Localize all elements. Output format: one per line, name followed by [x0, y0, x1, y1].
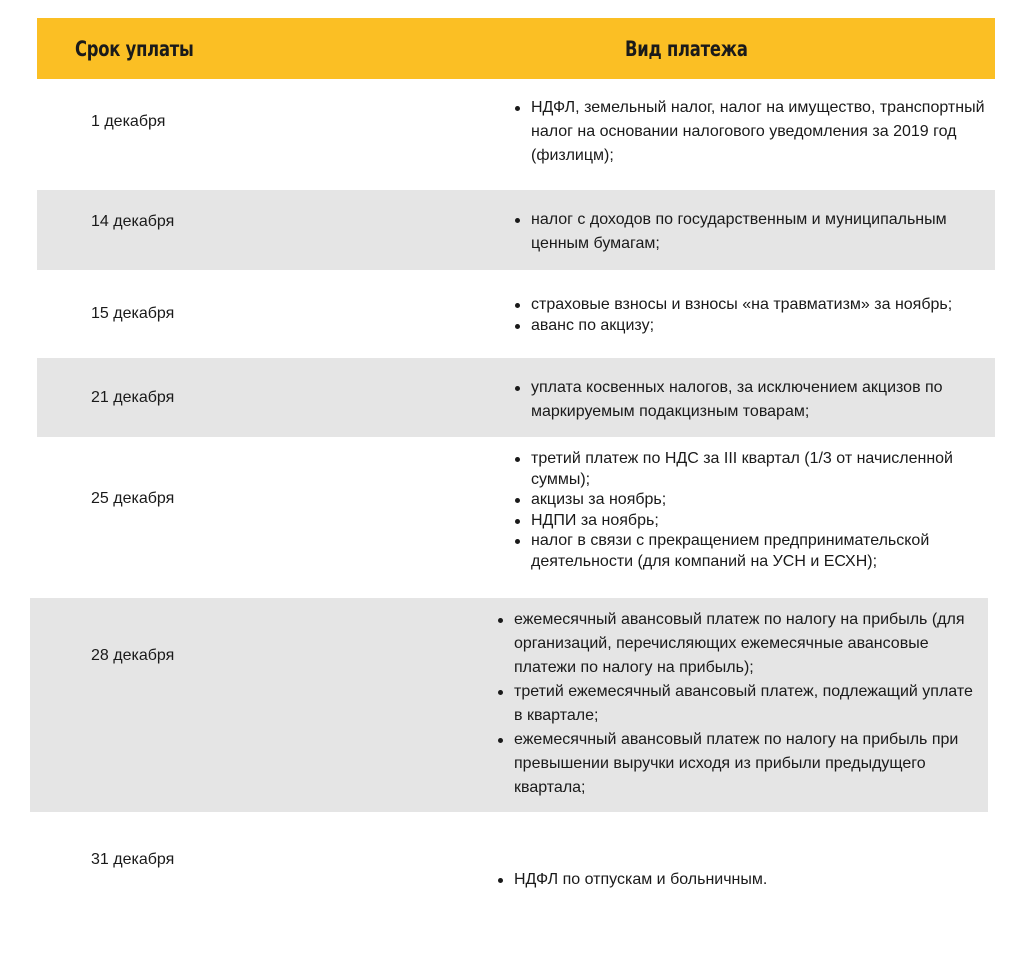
table-row [37, 270, 995, 358]
payment-list [515, 449, 999, 572]
row-date: 15 декабря [91, 305, 175, 322]
list-item: ежемесячный авансовый платеж по налогу на прибыль при превышении выручки исходя из прибыли предыдущего квартала; [498, 728, 982, 800]
payment-list [498, 608, 982, 800]
row-date: 1 декабря [91, 113, 166, 130]
header-payment-type: Вид платежа [625, 36, 748, 61]
list-item: НДФЛ по отпускам и больничным. [498, 868, 982, 892]
table-row [37, 358, 995, 437]
payment-list [515, 96, 999, 168]
row-date: 31 декабря [91, 851, 175, 868]
list-item: третий ежемесячный авансовый платеж, подлежащий уплате в квартале; [498, 680, 982, 728]
row-date: 21 декабря [91, 389, 175, 406]
list-item: налог с доходов по государственным и муниципальным ценным бумагам; [515, 208, 999, 256]
list-item: ежемесячный авансовый платеж по налогу на прибыль (для организаций, перечисляющих ежемесячные авансовые платежи по налогу на прибыль); [498, 608, 982, 680]
table-row [37, 80, 995, 190]
list-item: аванс по акцизу; [515, 316, 999, 337]
list-item: акцизы за ноябрь; [515, 490, 999, 511]
row-date: 28 декабря [91, 647, 175, 664]
payment-list [515, 208, 999, 256]
header-deadline: Срок уплаты [75, 36, 194, 61]
table-row [30, 598, 988, 812]
list-item: НДПИ за ноябрь; [515, 511, 999, 532]
list-item: страховые взносы и взносы «на травматизм» за ноябрь; [515, 295, 999, 316]
payment-list [515, 376, 999, 424]
table-header [37, 18, 995, 79]
list-item: уплата косвенных налогов, за исключением акцизов по маркируемым подакцизным товарам; [515, 376, 999, 424]
list-item: третий платеж по НДС за III квартал (1/3 от начисленной суммы); [515, 449, 999, 490]
list-item: НДФЛ, земельный налог, налог на имущество, транспортный налог на основании налогового уведомления за 2019 год (физлицм); [515, 96, 999, 168]
payment-list [515, 295, 999, 336]
table-row [37, 812, 995, 962]
payment-list [498, 868, 982, 892]
list-item: налог в связи с прекращением предпринимательской деятельности (для компаний на УСН и ЕСХН); [515, 531, 999, 572]
table-row [37, 190, 995, 270]
row-date: 25 декабря [91, 490, 175, 507]
table-row [37, 437, 995, 598]
row-date: 14 декабря [91, 213, 175, 230]
